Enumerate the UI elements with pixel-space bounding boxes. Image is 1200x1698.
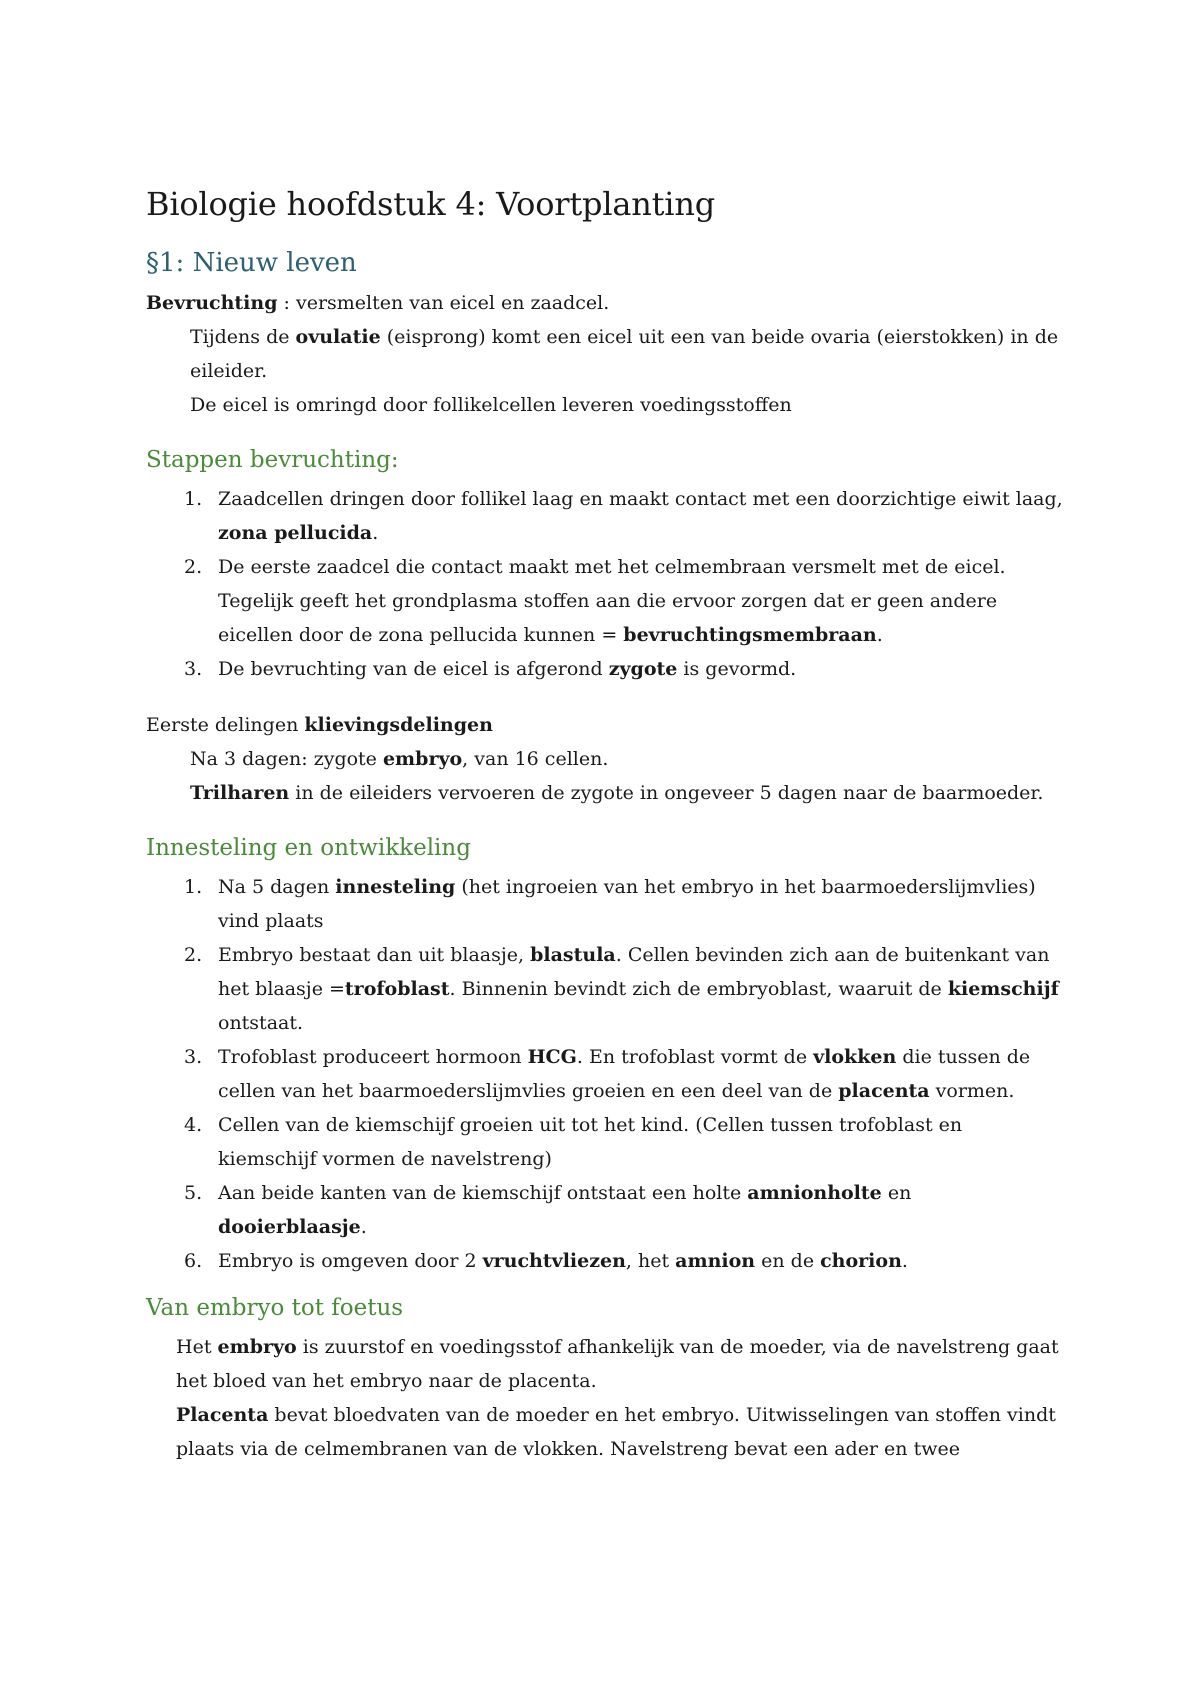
item-text: , het: [625, 1250, 676, 1272]
foetus-text: bevat bloedvaten van de moeder en het embryo. Uitwisselingen van stoffen vindt plaats via de celmembranen van de vlokken. Navelstreng bevat een ader en twee: [176, 1404, 1056, 1460]
term-hcg: HCG: [527, 1046, 577, 1068]
term-blastula: blastula: [530, 944, 616, 966]
item-text: Trofoblast produceert hormoon: [218, 1046, 528, 1068]
list-item: [146, 1244, 1066, 1278]
ovulatie-post: (eisprong) komt een eicel uit een van beide ovaria (eierstokken) in de eileider.: [190, 326, 1059, 382]
item-text: en: [881, 1182, 912, 1204]
list-item: [146, 870, 1066, 938]
list-number: 1.: [184, 488, 203, 510]
delingen-pre: Eerste delingen: [146, 714, 305, 736]
bevruchting-text: : versmelten van eicel en zaadcel.: [277, 292, 610, 314]
term-placenta-foetus: Placenta: [176, 1404, 269, 1426]
document-page: [146, 182, 1066, 1466]
list-number: 2.: [184, 944, 203, 966]
item-text: en de: [755, 1250, 821, 1272]
foetus-text: is zuurstof en voedingsstof afhankelijk van de moeder, via de navelstreng gaat het bloed van het embryo naar de placenta.: [176, 1336, 1059, 1392]
term-dooierblaasje: dooierblaasje: [218, 1216, 361, 1238]
list-item: [146, 938, 1066, 1040]
section-heading-stappen: Stappen bevruchting:: [146, 447, 399, 473]
term-kiemschijf: kiemschijf: [947, 978, 1059, 1000]
delingen-block: [146, 742, 1066, 810]
foetus-text: Het: [176, 1336, 218, 1358]
section-heading-foetus: Van embryo tot foetus: [146, 1295, 404, 1321]
item-text: . Cellen bevinden zich aan de buitenkant van het blaasje =: [218, 944, 1050, 1000]
embryo-paragraph: [190, 742, 1066, 776]
list-item: [146, 1108, 1066, 1176]
item-text: .: [372, 522, 379, 544]
list-number: 6.: [184, 1250, 203, 1272]
item-text: Embryo bestaat dan uit blaasje,: [218, 944, 531, 966]
trilharen-post: in de eileiders vervoeren de zygote in ongeveer 5 dagen naar de baarmoeder.: [289, 782, 1044, 804]
term-zygote: zygote: [608, 658, 678, 680]
innesteling-list: [146, 870, 1066, 1278]
item-text: . Binnenin bevindt zich de embryoblast, waaruit de: [449, 978, 948, 1000]
term-ovulatie: ovulatie: [295, 326, 381, 348]
list-item: [146, 652, 1066, 686]
delingen-heading: [146, 708, 1066, 742]
term-bevruchting: Bevruchting: [146, 292, 278, 314]
bevruchting-definition: [146, 286, 1066, 320]
embryo-pre: Na 3 dagen: zygote: [190, 748, 383, 770]
item-text: Zaadcellen dringen door follikel laag en maakt contact met een doorzichtige eiwit laag,: [218, 488, 1063, 510]
list-number: 3.: [184, 1046, 203, 1068]
term-zona-pellucida: zona pellucida: [218, 522, 373, 544]
item-text: is gevormd.: [677, 658, 797, 680]
list-item: [146, 482, 1066, 550]
ovulatie-block: [146, 320, 1066, 422]
item-text: .: [901, 1250, 908, 1272]
item-text: vormen.: [929, 1080, 1015, 1102]
term-amnionholte: amnionholte: [747, 1182, 882, 1204]
foetus-block: [146, 1330, 1066, 1466]
ovulatie-paragraph: [190, 320, 1066, 388]
section-heading-nieuw-leven: §1: Nieuw leven: [146, 248, 357, 278]
stappen-list: [146, 482, 1066, 686]
term-amnion: amnion: [675, 1250, 756, 1272]
item-text: .: [360, 1216, 367, 1238]
list-item: [146, 550, 1066, 652]
list-item: [146, 1040, 1066, 1108]
item-text: . En trofoblast vormt de: [576, 1046, 814, 1068]
item-text: ontstaat.: [218, 1012, 304, 1034]
item-text: Embryo is omgeven door 2: [218, 1250, 483, 1272]
eicel-paragraph: De eicel is omringd door follikelcellen leveren voedingsstoffen: [190, 394, 792, 416]
item-text: Na 5 dagen: [218, 876, 336, 898]
list-item: [146, 1176, 1066, 1244]
term-chorion: chorion: [820, 1250, 902, 1272]
item-text: Aan beide kanten van de kiemschijf ontstaat een holte: [218, 1182, 748, 1204]
term-trilharen: Trilharen: [190, 782, 290, 804]
term-vlokken: vlokken: [813, 1046, 897, 1068]
term-embryo: embryo: [382, 748, 463, 770]
item-text: .: [876, 624, 883, 646]
term-trofoblast: trofoblast: [344, 978, 450, 1000]
list-number: 1.: [184, 876, 203, 898]
term-klievingsdelingen: klievingsdelingen: [304, 714, 493, 736]
document-title: Biologie hoofdstuk 4: Voortplanting: [146, 185, 716, 223]
item-text: die tussen de cellen van het baarmoederslijmvlies groeien en een deel van de: [218, 1046, 1031, 1102]
item-text: De bevruchting van de eicel is afgerond: [218, 658, 609, 680]
ovulatie-pre: Tijdens de: [190, 326, 296, 348]
list-number: 3.: [184, 658, 203, 680]
trilharen-paragraph: [190, 776, 1066, 810]
item-text: De eerste zaadcel die contact maakt met het celmembraan versmelt met de eicel. Tegelijk geeft het grondplasma stoffen aan die ervoor zorgen dat er geen andere eicellen door de zona pellucida kunnen =: [218, 556, 1006, 646]
term-embryo-foetus: embryo: [217, 1336, 297, 1358]
placenta-paragraph: [176, 1398, 1066, 1466]
item-text: Cellen van de kiemschijf groeien uit tot het kind. (Cellen tussen trofoblast en kiemschijf vormen de navelstreng): [218, 1114, 963, 1170]
list-number: 4.: [184, 1114, 203, 1136]
term-vruchtvliezen: vruchtvliezen: [482, 1250, 626, 1272]
embryo-afhankelijk-paragraph: [176, 1330, 1066, 1398]
list-number: 2.: [184, 556, 203, 578]
section-heading-innesteling: Innesteling en ontwikkeling: [146, 835, 471, 861]
term-placenta: placenta: [838, 1080, 930, 1102]
term-bevruchtingsmembraan: bevruchtingsmembraan: [623, 624, 877, 646]
embryo-post: , van 16 cellen.: [462, 748, 609, 770]
list-number: 5.: [184, 1182, 203, 1204]
term-innesteling: innesteling: [335, 876, 456, 898]
item-text: (het ingroeien van het embryo in het baarmoederslijmvlies) vind plaats: [218, 876, 1036, 932]
